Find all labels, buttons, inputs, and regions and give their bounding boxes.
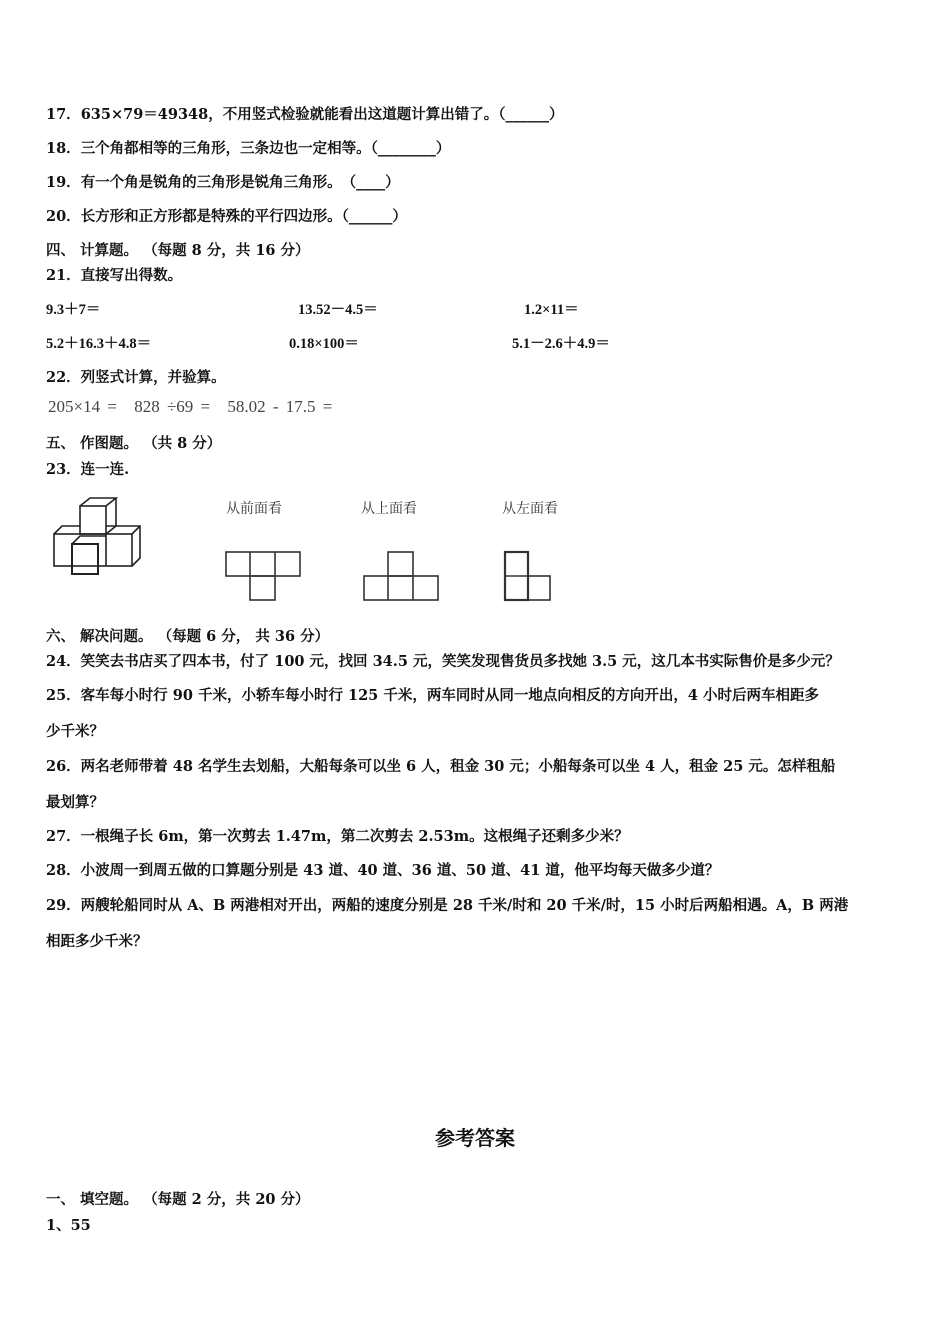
left-view-figure — [503, 550, 559, 602]
cube-solid-figure — [48, 496, 148, 580]
vertical-calc-item: 205×14 = — [48, 397, 117, 416]
calc-item: 13.52－4.5＝ — [298, 302, 378, 318]
calc-item: 5.2＋16.3＋4.8＝ — [46, 336, 152, 352]
question-22: 22．列竖式计算，并验算。 — [46, 369, 226, 386]
question-28: 28．小波周一到周五做的口算题分别是 43 道、40 道、36 道、50 道、41 道，他平均每天做多少道？ — [46, 862, 720, 879]
view-label-top: 从上面看 — [361, 501, 417, 517]
calc-item: 5.1－2.6＋4.9＝ — [512, 336, 610, 352]
calc-item: 1.2×11＝ — [524, 302, 579, 318]
question-29-cont: 相距多少千米？ — [46, 933, 148, 950]
view-label-front: 从前面看 — [226, 501, 282, 517]
question-23: 23．连一连. — [46, 461, 130, 478]
question-29: 29．两艘轮船同时从 A、B 两港相对开出，两船的速度分别是 28 千米/时和 20 千米/时，15 小时后两船相遇。A，B 两港 — [46, 897, 849, 914]
question-25-cont: 少千米？ — [46, 723, 104, 740]
calc-item: 0.18×100＝ — [289, 336, 359, 352]
answer-title: 参考答案 — [435, 1126, 515, 1150]
question-20: 20．长方形和正方形都是特殊的平行四边形。（______） — [46, 208, 407, 225]
section-4-heading: 四、 计算题。 （每题 8 分，共 16 分） — [46, 242, 310, 259]
question-18: 18．三个角都相等的三角形，三条边也一定相等。（________） — [46, 140, 451, 157]
answer-section-heading: 一、 填空题。 （每题 2 分，共 20 分） — [46, 1191, 310, 1208]
question-26-cont: 最划算？ — [46, 794, 104, 811]
answer-1: 1、55 — [46, 1217, 91, 1234]
calc-item: 9.3＋7＝ — [46, 302, 101, 318]
section-5-heading: 五、 作图题。 （共 8 分） — [46, 435, 222, 452]
question-26: 26．两名老师带着 48 名学生去划船，大船每条可以坐 6 人，租金 30 元；小船每条可以坐 4 人，租金 25 元。怎样租船 — [46, 758, 836, 775]
question-25: 25．客车每小时行 90 千米，小轿车每小时行 125 千米，两车同时从同一地点向相反的方向开出，4 小时后两车相距多 — [46, 687, 819, 704]
vertical-calc-item: 828 ÷69 = — [134, 397, 211, 416]
question-24: 24．笑笑去书店买了四本书，付了 100 元，找回 34.5 元，笑笑发现售货员多找她 3.5 元，这几本书实际售价是多少元？ — [46, 653, 840, 670]
view-label-left: 从左面看 — [502, 501, 558, 517]
vertical-calc-row — [48, 397, 342, 417]
vertical-calc-item: 58.02 - 17.5 = — [227, 397, 333, 416]
question-21: 21．直接写出得数。 — [46, 267, 183, 284]
top-view-figure — [362, 550, 442, 602]
section-6-heading: 六、 解决问题。 （每题 6 分， 共 36 分） — [46, 628, 330, 645]
question-19: 19．有一个角是锐角的三角形是锐角三角形。 （____） — [46, 174, 400, 191]
question-17: 17．635×79＝49348，不用竖式检验就能看出这道题计算出错了。（______） — [46, 106, 564, 123]
question-27: 27．一根绳子长 6m，第一次剪去 1.47m，第二次剪去 2.53m。这根绳子还剩多少米？ — [46, 828, 629, 845]
front-view-figure — [224, 550, 304, 602]
